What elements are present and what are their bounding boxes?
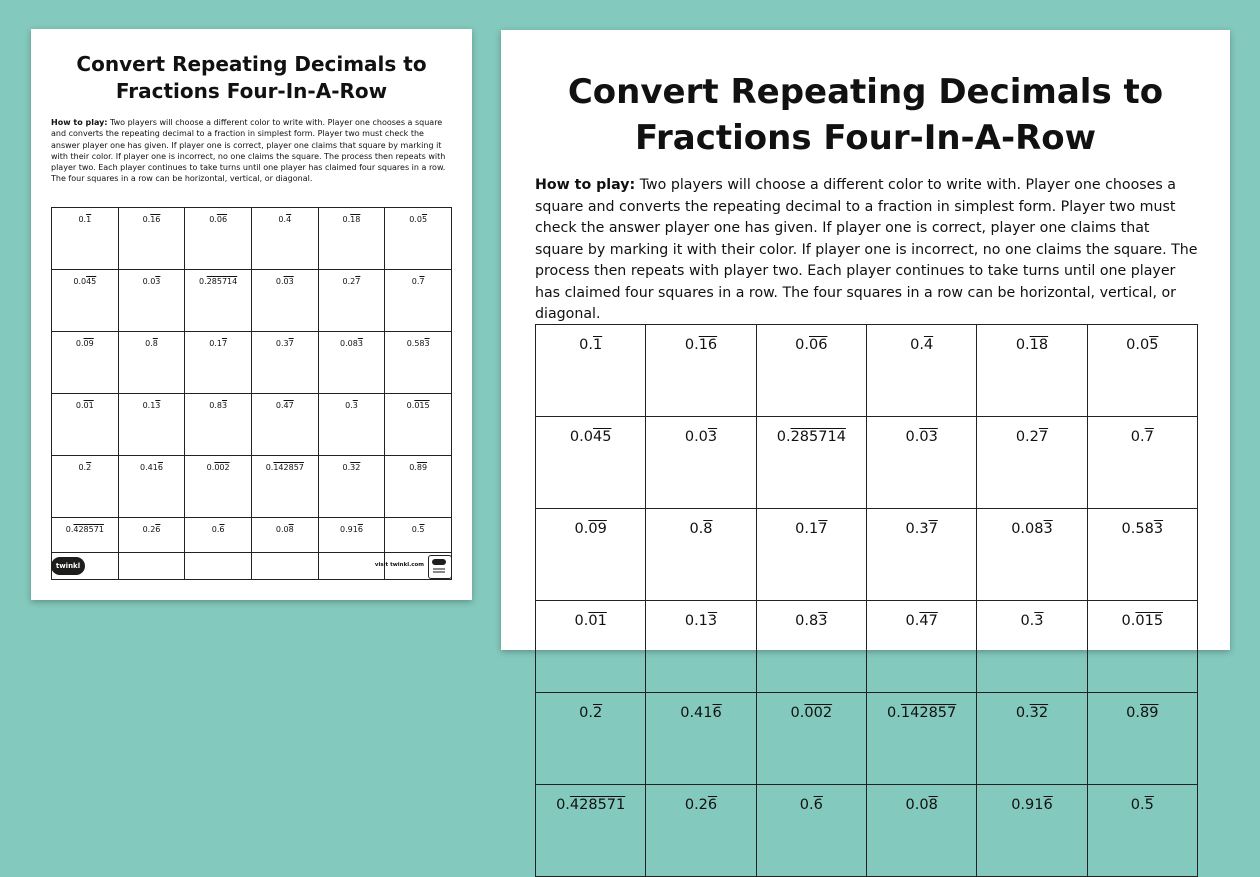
decimal-base: 0. xyxy=(142,215,151,224)
decimal-base: 0. xyxy=(275,401,284,410)
grid-cell[interactable] xyxy=(536,417,646,509)
grid-cell[interactable] xyxy=(52,332,119,394)
grid-cell[interactable] xyxy=(646,325,756,417)
decimal-base: 0.1 xyxy=(795,521,819,537)
decimal-base: 0.0 xyxy=(73,277,87,286)
decimal-base: 0. xyxy=(905,613,920,629)
repeating-digits: 3 xyxy=(1034,613,1044,629)
decimal-base: 0. xyxy=(75,401,84,410)
grid-cell[interactable] xyxy=(52,270,119,332)
grid-cell[interactable] xyxy=(756,693,866,785)
grid-cell[interactable] xyxy=(52,208,119,270)
repeating-digits: 7 xyxy=(355,277,361,286)
repeating-digits: 18 xyxy=(350,215,361,224)
repeating-digits: 002 xyxy=(214,463,230,472)
decimal-base: 0.2 xyxy=(684,797,708,813)
repeating-digits: 45 xyxy=(592,429,612,445)
grid-row xyxy=(52,518,452,580)
decimal-base: 0. xyxy=(1121,613,1136,629)
repeating-digits: 2 xyxy=(86,463,92,472)
repeating-digits: 3 xyxy=(707,429,718,445)
grid-cell[interactable] xyxy=(1087,601,1197,693)
quality-badge-icon xyxy=(428,555,452,579)
grid-cell[interactable] xyxy=(185,518,252,580)
decimal-base: 0. xyxy=(579,705,593,721)
repeating-digits: 09 xyxy=(83,339,94,348)
repeating-digits: 6 xyxy=(712,705,722,721)
grid-cell[interactable] xyxy=(385,332,452,394)
decimal-base: 0.58 xyxy=(406,339,425,348)
repeating-digits: 03 xyxy=(283,277,294,286)
repeating-digits: 8 xyxy=(703,521,713,537)
decimal-base: 0. xyxy=(211,525,220,534)
grid-cell[interactable] xyxy=(866,325,976,417)
grid-cell[interactable] xyxy=(185,456,252,518)
repeating-digits: 285714 xyxy=(790,429,846,445)
decimal-base: 0.3 xyxy=(905,521,929,537)
repeating-digits: 6 xyxy=(1043,797,1053,813)
repeating-digits: 3 xyxy=(707,613,718,629)
grid-row xyxy=(52,332,452,394)
repeating-digits: 5 xyxy=(419,525,425,534)
grid-cell[interactable] xyxy=(118,394,185,456)
decimal-base: 0. xyxy=(1126,705,1141,721)
decimal-base: 0. xyxy=(684,337,699,353)
instructions xyxy=(51,117,452,185)
decimal-base: 0. xyxy=(275,277,284,286)
grid-cell[interactable] xyxy=(385,208,452,270)
decimal-base: 0. xyxy=(574,521,589,537)
repeating-digits: 015 xyxy=(1135,613,1164,629)
game-grid xyxy=(535,324,1198,877)
repeating-digits: 8 xyxy=(152,339,158,348)
decimal-base: 0.91 xyxy=(340,525,358,534)
grid-cell[interactable] xyxy=(1087,325,1197,417)
grid-cell[interactable] xyxy=(251,456,318,518)
grid-cell[interactable] xyxy=(866,693,976,785)
grid-cell[interactable] xyxy=(977,601,1087,693)
repeating-digits: 16 xyxy=(698,337,718,353)
decimal-base: 0. xyxy=(1020,613,1035,629)
repeating-digits: 5 xyxy=(421,215,428,224)
grid-cell[interactable] xyxy=(118,332,185,394)
decimal-base: 0. xyxy=(556,797,570,813)
repeating-digits: 47 xyxy=(283,401,294,410)
repeating-digits: 01 xyxy=(588,613,607,629)
decimal-base: 0.1 xyxy=(142,401,156,410)
decimal-base: 0.3 xyxy=(275,339,289,348)
grid-cell[interactable] xyxy=(646,601,756,693)
grid-row xyxy=(536,785,1198,877)
decimal-base: 0. xyxy=(145,339,153,348)
grid-cell[interactable] xyxy=(646,509,756,601)
grid-row xyxy=(52,394,452,456)
instructions-text: Two players will choose a different color to write with. Player one chooses a square and converts the repeating decimal to a fraction in simplest form. Player two must check the answer player one has given. If player one is correct, player one claims that square by marking it with their color. If player one is incorrect, no one claims the square. The process then repeats with player two. Each player continues to take turns until one player has claimed four squares in a row. The four squares in a row can be horizontal, vertical, or diagonal. xyxy=(51,118,446,184)
repeating-digits: 3 xyxy=(1153,521,1164,537)
grid-cell[interactable] xyxy=(118,456,185,518)
repeating-digits: 16 xyxy=(150,215,161,224)
worksheet-title: Convert Repeating Decimals to Fractions Four-In-A-Row xyxy=(76,52,427,103)
repeating-digits: 2 xyxy=(592,705,603,721)
decimal-base: 0. xyxy=(776,429,791,445)
repeating-digits: 1 xyxy=(86,215,92,224)
repeating-digits: 3 xyxy=(155,401,161,410)
worksheet-title: Convert Repeating Decimals to Fractions Four-In-A-Row xyxy=(567,72,1164,158)
repeating-digits: 06 xyxy=(216,215,228,224)
grid-cell[interactable] xyxy=(118,518,185,580)
grid-cell[interactable] xyxy=(185,208,252,270)
decimal-base: 0.0 xyxy=(142,277,156,286)
grid-cell[interactable] xyxy=(251,208,318,270)
repeating-digits: 5 xyxy=(1149,337,1159,353)
repeating-digits: 18 xyxy=(1029,337,1049,353)
decimal-base: 0. xyxy=(209,215,217,224)
grid-cell[interactable] xyxy=(318,456,385,518)
decimal-base: 0.0 xyxy=(409,215,422,224)
grid-cell[interactable] xyxy=(977,693,1087,785)
grid-cell[interactable] xyxy=(185,394,252,456)
grid-row xyxy=(536,693,1198,785)
repeating-digits: 7 xyxy=(288,339,294,348)
decimal-base: 0. xyxy=(887,705,901,721)
grid-cell[interactable] xyxy=(1087,509,1197,601)
repeating-digits: 3 xyxy=(352,401,358,410)
grid-cell[interactable] xyxy=(536,325,646,417)
repeating-digits: 6 xyxy=(813,797,823,813)
grid-cell[interactable] xyxy=(1087,785,1197,877)
decimal-base: 0.1 xyxy=(209,339,222,348)
repeating-digits: 7 xyxy=(818,521,828,537)
grid-cell[interactable] xyxy=(536,509,646,601)
grid-cell[interactable] xyxy=(318,208,385,270)
grid-cell[interactable] xyxy=(866,785,976,877)
decimal-base: 0. xyxy=(409,463,417,472)
grid-cell[interactable] xyxy=(536,693,646,785)
instructions xyxy=(535,175,1200,326)
decimal-base: 0. xyxy=(579,337,593,353)
decimal-base: 0. xyxy=(265,463,274,472)
decimal-base: 0. xyxy=(199,277,207,286)
repeating-digits: 89 xyxy=(416,463,428,472)
repeating-digits: 4 xyxy=(286,215,292,224)
footer-divider xyxy=(51,552,452,553)
grid-cell[interactable] xyxy=(977,509,1087,601)
repeating-digits: 6 xyxy=(707,797,718,813)
grid-cell[interactable] xyxy=(1087,417,1197,509)
repeating-digits: 3 xyxy=(424,339,430,348)
decimal-base: 0. xyxy=(574,613,589,629)
grid-cell[interactable] xyxy=(385,394,452,456)
grid-row xyxy=(536,417,1198,509)
decimal-base: 0. xyxy=(689,521,704,537)
decimal-base: 0.0 xyxy=(275,525,289,534)
grid-cell[interactable] xyxy=(1087,693,1197,785)
grid-cell[interactable] xyxy=(756,785,866,877)
repeating-digits: 285714 xyxy=(206,277,238,286)
decimal-base: 0. xyxy=(65,525,74,534)
decimal-base: 0.41 xyxy=(140,463,158,472)
repeating-digits: 3 xyxy=(155,277,161,286)
repeating-digits: 47 xyxy=(919,613,938,629)
repeating-digits: 142857 xyxy=(273,463,304,472)
repeating-digits: 002 xyxy=(804,705,833,721)
grid-cell[interactable] xyxy=(52,394,119,456)
repeating-digits: 89 xyxy=(1140,705,1159,721)
repeating-digits: 4 xyxy=(923,337,934,353)
decimal-base: 0.2 xyxy=(1015,429,1039,445)
decimal-base: 0.8 xyxy=(209,401,222,410)
decimal-base: 0.8 xyxy=(795,613,819,629)
decimal-base: 0. xyxy=(342,463,351,472)
repeating-digits: 6 xyxy=(155,525,161,534)
grid-cell[interactable] xyxy=(646,785,756,877)
decimal-base: 0. xyxy=(910,337,924,353)
worksheet-zoomed xyxy=(501,30,1230,813)
grid-cell[interactable] xyxy=(251,394,318,456)
decimal-base: 0.41 xyxy=(680,705,713,721)
grid-row xyxy=(52,456,452,518)
decimal-base: 0. xyxy=(278,215,287,224)
repeating-digits: 7 xyxy=(221,339,228,348)
decimal-base: 0.08 xyxy=(340,339,358,348)
game-grid xyxy=(51,207,452,580)
decimal-base: 0. xyxy=(406,401,415,410)
repeating-digits: 142857 xyxy=(900,705,957,721)
decimal-base: 0. xyxy=(799,797,814,813)
decimal-base: 0.2 xyxy=(142,525,156,534)
decimal-base: 0. xyxy=(411,525,420,534)
decimal-base: 0. xyxy=(790,705,805,721)
grid-cell[interactable] xyxy=(385,456,452,518)
repeating-digits: 3 xyxy=(1043,521,1053,537)
repeating-digits: 015 xyxy=(414,401,430,410)
decimal-base: 0. xyxy=(342,215,351,224)
repeating-digits: 32 xyxy=(350,463,361,472)
repeating-digits: 32 xyxy=(1029,705,1049,721)
worksheet-thumbnail xyxy=(31,29,472,600)
repeating-digits: 428571 xyxy=(73,525,104,534)
decimal-base: 0. xyxy=(1130,797,1145,813)
repeating-digits: 01 xyxy=(83,401,94,410)
repeating-digits: 3 xyxy=(818,613,828,629)
grid-cell[interactable] xyxy=(118,208,185,270)
grid-cell[interactable] xyxy=(756,417,866,509)
decimal-base: 0.0 xyxy=(569,429,593,445)
decimal-base: 0.0 xyxy=(1126,337,1150,353)
grid-cell[interactable] xyxy=(318,270,385,332)
repeating-digits: 6 xyxy=(357,525,363,534)
how-to-play-label: How to play: xyxy=(535,177,636,193)
grid-cell[interactable] xyxy=(251,332,318,394)
grid-cell[interactable] xyxy=(385,270,452,332)
grid-cell[interactable] xyxy=(318,518,385,580)
grid-row xyxy=(52,208,452,270)
repeating-digits: 7 xyxy=(419,277,425,286)
grid-cell[interactable] xyxy=(251,270,318,332)
grid-cell[interactable] xyxy=(866,601,976,693)
grid-cell[interactable] xyxy=(756,601,866,693)
grid-cell[interactable] xyxy=(251,518,318,580)
visit-link: visit twinkl.com xyxy=(374,562,424,568)
grid-cell[interactable] xyxy=(866,417,976,509)
decimal-base: 0. xyxy=(1130,429,1145,445)
decimal-base: 0. xyxy=(1015,337,1030,353)
grid-cell[interactable] xyxy=(536,601,646,693)
grid-cell[interactable] xyxy=(756,325,866,417)
grid-cell[interactable] xyxy=(318,332,385,394)
repeating-digits: 45 xyxy=(86,277,97,286)
twinkl-logo: twinkl xyxy=(51,557,85,575)
grid-cell[interactable] xyxy=(977,785,1087,877)
grid-cell[interactable] xyxy=(646,417,756,509)
decimal-base: 0.0 xyxy=(905,797,929,813)
decimal-base: 0. xyxy=(75,339,84,348)
repeating-digits: 1 xyxy=(592,337,603,353)
repeating-digits: 03 xyxy=(919,429,938,445)
decimal-base: 0. xyxy=(78,215,87,224)
repeating-digits: 3 xyxy=(357,339,363,348)
grid-cell[interactable] xyxy=(118,270,185,332)
decimal-base: 0.2 xyxy=(342,277,356,286)
decimal-base: 0. xyxy=(1015,705,1030,721)
how-to-play-label: How to play: xyxy=(51,118,108,127)
grid-row xyxy=(536,601,1198,693)
grid-row xyxy=(52,270,452,332)
repeating-digits: 6 xyxy=(157,463,163,472)
decimal-base: 0. xyxy=(78,463,87,472)
grid-cell[interactable] xyxy=(977,325,1087,417)
decimal-base: 0. xyxy=(206,463,215,472)
repeating-digits: 7 xyxy=(1144,429,1154,445)
grid-cell[interactable] xyxy=(536,785,646,877)
decimal-base: 0. xyxy=(905,429,920,445)
grid-row xyxy=(536,325,1198,417)
grid-cell[interactable] xyxy=(756,509,866,601)
grid-cell[interactable] xyxy=(185,270,252,332)
grid-cell[interactable] xyxy=(185,332,252,394)
grid-row xyxy=(536,509,1198,601)
grid-cell[interactable] xyxy=(866,509,976,601)
decimal-base: 0.1 xyxy=(684,613,708,629)
repeating-digits: 3 xyxy=(221,401,228,410)
repeating-digits: 09 xyxy=(588,521,607,537)
repeating-digits: 6 xyxy=(219,525,225,534)
grid-cell[interactable] xyxy=(977,417,1087,509)
repeating-digits: 8 xyxy=(928,797,938,813)
decimal-base: 0. xyxy=(345,401,353,410)
grid-cell[interactable] xyxy=(52,456,119,518)
decimal-base: 0. xyxy=(411,277,420,286)
decimal-base: 0. xyxy=(795,337,810,353)
decimal-base: 0.08 xyxy=(1011,521,1044,537)
repeating-digits: 7 xyxy=(1038,429,1049,445)
repeating-digits: 7 xyxy=(928,521,938,537)
grid-cell[interactable] xyxy=(318,394,385,456)
instructions-text: Two players will choose a different color to write with. Player one chooses a square and converts the repeating decimal to a fraction in simplest form. Player two must check the answer player one has given. If player one is correct, player one claims that square by marking it with their color. If player one is incorrect, no one claims the square. The process then repeats with player two. Each player continues to take turns until one player has claimed four squares in a row. The four squares in a row can be horizontal, vertical, or diagonal. xyxy=(535,177,1198,322)
repeating-digits: 428571 xyxy=(569,797,626,813)
decimal-base: 0.58 xyxy=(1121,521,1154,537)
decimal-base: 0.0 xyxy=(684,429,708,445)
decimal-base: 0.91 xyxy=(1011,797,1044,813)
repeating-digits: 06 xyxy=(809,337,828,353)
repeating-digits: 5 xyxy=(1144,797,1154,813)
grid-cell[interactable] xyxy=(646,693,756,785)
repeating-digits: 8 xyxy=(288,525,294,534)
